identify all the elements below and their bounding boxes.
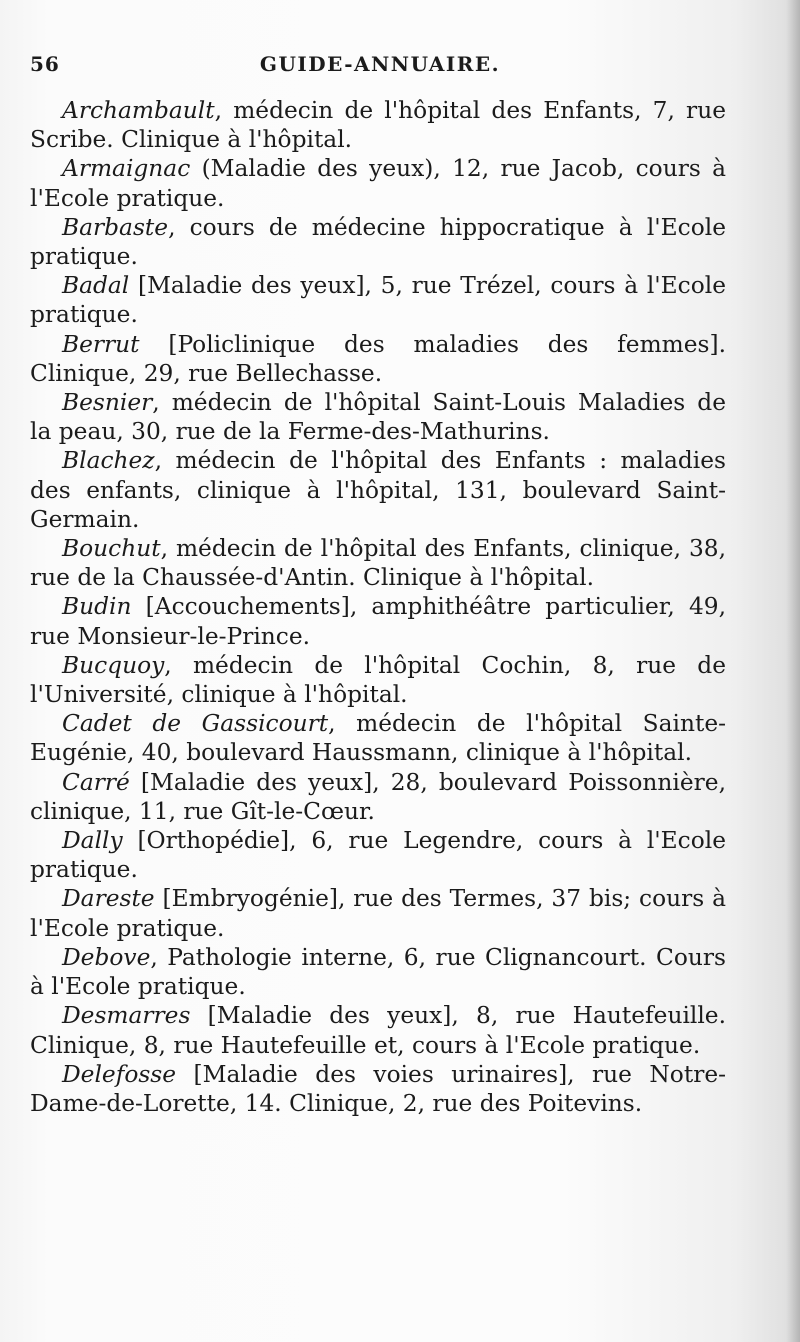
entry-name: Bucquoy [62,651,165,679]
directory-entry [30,446,726,534]
page-number: 56 [30,52,60,76]
entry-text: , médecin de l'hôpital Saint-Louis Maladies de la peau, 30, rue de la Ferme-des-Mathurins. [30,389,726,446]
directory-entry [30,884,726,942]
entry-name: Berrut [62,330,140,358]
entry-name: Delefosse [62,1060,177,1088]
entry-text: [Maladie des yeux], 28, boulevard Poissonnière, clinique, 11, rue Gît-le-Cœur. [30,768,726,825]
entry-name: Besnier [62,389,153,417]
entry-name: Barbaste [62,213,169,241]
entry-text: [Policlinique des maladies des femmes]. Clinique, 29, rue Bellechasse. [30,330,726,387]
directory-entry [30,330,726,388]
entry-text: , médecin de l'hôpital Cochin, 8, rue de l'Université, clinique à l'hôpital. [30,651,726,709]
entry-name: Dally [62,827,123,855]
directory-entry [30,154,726,212]
directory-text [30,96,726,1118]
directory-entry [30,388,726,446]
entry-text: [Accouchements], amphithéâtre particulier, 49, rue Monsieur-le-Prince. [30,593,726,650]
entry-text: , médecin de l'hôpital des Enfants : maladies des enfants, clinique à l'hôpital, 131, boulevard Saint-Germain. [30,447,726,533]
directory-entry [30,709,726,767]
directory-entry [30,768,726,826]
entry-name: Bouchut [62,535,161,563]
directory-entry [30,592,726,650]
entry-text: [Orthopédie], 6, rue Legendre, cours à l'Ecole pratique. [30,827,726,884]
entry-text: [Embryogénie], rue des Termes, 37 bis; cours à l'Ecole pratique. [30,885,726,942]
entry-name: Archambault [62,97,215,124]
directory-entry [30,651,726,709]
entry-name: Budin [62,593,132,621]
entry-text: [Maladie des yeux], 8, rue Hautefeuille. Clinique, 8, rue Hautefeuille et, cours à l'Ecole pratique. [30,1002,726,1059]
entry-text: , cours de médecine hippocratique à l'Ecole pratique. [30,213,726,271]
running-title: GUIDE-ANNUAIRE. [259,52,501,76]
entry-name: Desmarres [62,1002,191,1030]
entry-text: , Pathologie interne, 6, rue Clignancourt. Cours à l'Ecole pratique. [30,943,726,1001]
directory-entry [30,826,726,884]
page-header [30,52,770,86]
entry-text: , médecin de l'hôpital des Enfants, clinique, 38, rue de la Chaussée-d'Antin. Clinique à l'hôpital. [30,535,726,592]
directory-entry [30,271,726,329]
entry-text: [Maladie des voies urinaires], rue Notre-Dame-de-Lorette, 14. Clinique, 2, rue des Poitevins. [30,1060,726,1117]
entry-name: Armaignac [62,155,191,183]
entry-name: Badal [62,272,130,300]
entry-text: , médecin de l'hôpital Sainte-Eugénie, 40, boulevard Haussmann, clinique à l'hôpital. [30,710,726,767]
directory-entry [30,1060,726,1118]
entry-name: Carré [62,768,130,796]
entry-name: Debove [62,943,151,971]
entry-name: Dareste [62,885,155,913]
entry-name: Blachez [62,447,155,475]
entry-name: Cadet de Gassicourt [62,710,329,738]
page-edge-shadow [786,0,800,1342]
directory-entry [30,534,726,592]
directory-entry [30,943,726,1001]
directory-entry [30,1001,726,1059]
directory-entry [30,96,726,154]
entry-text: (Maladie des yeux), 12, rue Jacob, cours à l'Ecole pratique. [30,155,726,212]
directory-entry [30,213,726,271]
entry-text: [Maladie des yeux], 5, rue Trézel, cours à l'Ecole pratique. [30,272,726,329]
entry-text: , médecin de l'hôpital des Enfants, 7, rue Scribe. Clinique à l'hôpital. [30,97,726,154]
